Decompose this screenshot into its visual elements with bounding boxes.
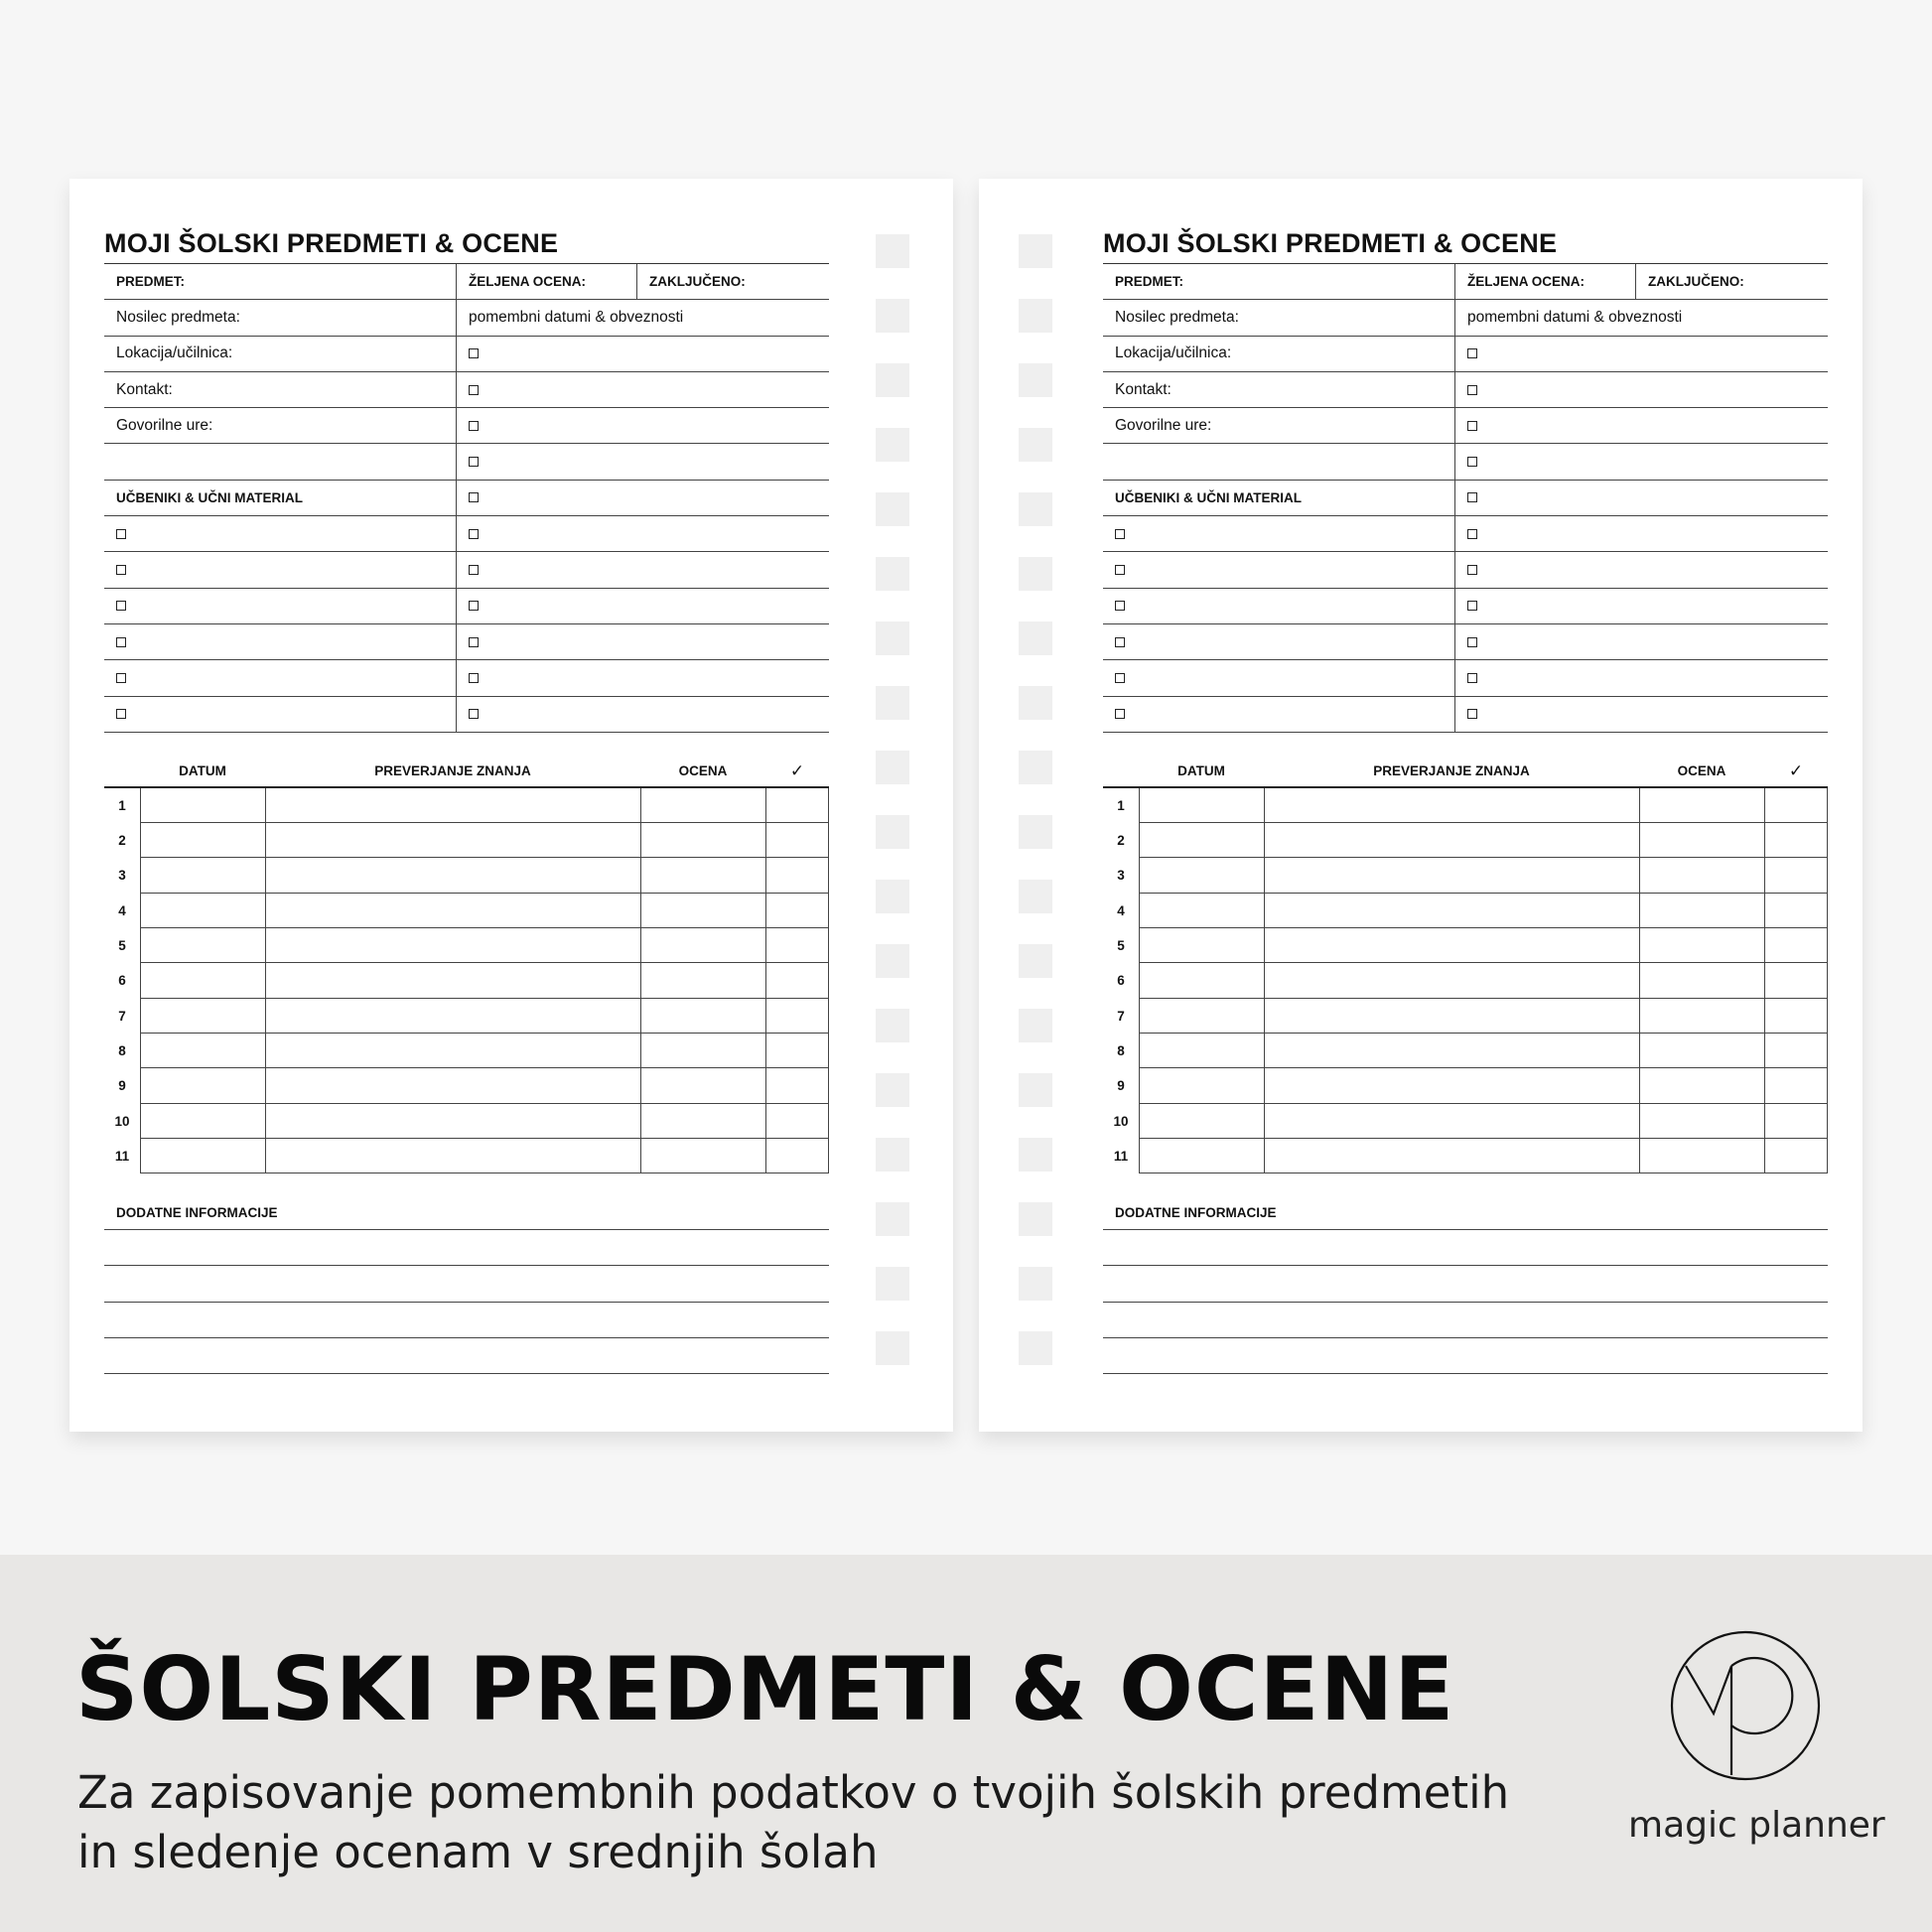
col-test: PREVERJANJE ZNANJA — [1373, 763, 1530, 779]
row-number: 1 — [118, 797, 126, 813]
banner-subtitle-line: Za zapisovanje pomembnih podatkov o tvojih šolskih predmetih — [77, 1766, 1510, 1819]
grade-cell[interactable] — [640, 928, 765, 963]
binder-hole — [1019, 686, 1052, 720]
grade-cell[interactable] — [1639, 1034, 1764, 1068]
field-label — [104, 444, 456, 479]
binder-hole — [876, 1138, 909, 1172]
grade-cell[interactable] — [1639, 1139, 1764, 1173]
checkbox[interactable] — [469, 457, 479, 467]
check-cell[interactable] — [765, 788, 829, 823]
check-cell[interactable] — [1764, 1068, 1828, 1103]
note-line[interactable] — [104, 1266, 829, 1302]
binder-hole — [876, 299, 909, 333]
check-cell[interactable] — [765, 1104, 829, 1139]
checkbox[interactable] — [1467, 385, 1477, 395]
field-label: Govorilne ure: — [116, 416, 213, 434]
sheet — [1103, 223, 1828, 1374]
field-label: Lokacija/učilnica: — [116, 345, 233, 362]
row-number: 11 — [114, 1148, 130, 1164]
row-number: 2 — [1117, 833, 1125, 849]
checklist-row — [104, 589, 829, 624]
binder-hole — [1019, 299, 1052, 333]
field-label — [1103, 444, 1454, 479]
grade-row — [104, 928, 829, 963]
target-grade-label: ŽELJENA OCENA: — [1454, 264, 1635, 299]
grade-cell[interactable] — [640, 1034, 765, 1068]
checkbox[interactable] — [469, 601, 479, 611]
info-row — [104, 481, 829, 516]
date-cell[interactable] — [140, 823, 265, 858]
checkbox[interactable] — [1115, 601, 1125, 611]
info-row — [104, 408, 829, 444]
test-cell[interactable] — [265, 928, 640, 963]
binder-hole — [876, 880, 909, 913]
row-number: 2 — [118, 833, 126, 849]
grade-row — [1103, 1068, 1828, 1103]
test-cell[interactable] — [1264, 963, 1639, 998]
binder-hole — [876, 1267, 909, 1301]
grade-row — [104, 1139, 829, 1173]
check-cell[interactable] — [765, 858, 829, 893]
materials-label: UČBENIKI & UČNI MATERIAL — [116, 489, 303, 505]
check-cell[interactable] — [765, 928, 829, 963]
grade-row — [104, 1068, 829, 1103]
grade-cell[interactable] — [1639, 858, 1764, 893]
test-cell[interactable] — [1264, 858, 1639, 893]
row-number: 6 — [1117, 973, 1125, 989]
date-cell[interactable] — [1139, 963, 1264, 998]
grade-row — [1103, 999, 1828, 1034]
date-cell[interactable] — [1139, 1068, 1264, 1103]
row-number: 5 — [118, 938, 126, 954]
checkbox[interactable] — [1115, 637, 1125, 647]
check-cell[interactable] — [765, 1139, 829, 1173]
check-cell[interactable] — [765, 823, 829, 858]
subject-label: PREDMET: — [1115, 274, 1184, 290]
checkbox[interactable] — [1115, 529, 1125, 539]
info-row — [1103, 337, 1828, 372]
date-cell[interactable] — [140, 1139, 265, 1173]
binder-hole — [876, 686, 909, 720]
note-line[interactable] — [104, 1338, 829, 1374]
grade-cell[interactable] — [640, 894, 765, 928]
checkbox[interactable] — [1467, 492, 1477, 502]
sheet-title: MOJI ŠOLSKI PREDMETI & OCENE — [104, 228, 559, 258]
binder-hole — [1019, 621, 1052, 655]
checklist-row — [104, 516, 829, 552]
binder-hole — [876, 751, 909, 784]
check-cell[interactable] — [1764, 858, 1828, 893]
date-cell[interactable] — [1139, 999, 1264, 1034]
binder-hole — [876, 492, 909, 526]
grade-row — [1103, 1034, 1828, 1068]
grade-row — [104, 894, 829, 928]
check-cell[interactable] — [1764, 894, 1828, 928]
row-number: 7 — [118, 1008, 126, 1024]
check-cell[interactable] — [1764, 999, 1828, 1034]
check-cell[interactable] — [1764, 928, 1828, 963]
grade-cell[interactable] — [640, 1068, 765, 1103]
info-row — [1103, 444, 1828, 480]
field-label: Govorilne ure: — [1115, 416, 1212, 434]
test-cell[interactable] — [265, 788, 640, 823]
binder-hole — [1019, 880, 1052, 913]
row-number: 9 — [1117, 1078, 1125, 1094]
binder-hole — [876, 815, 909, 849]
binder-hole — [1019, 944, 1052, 978]
binder-hole — [876, 1331, 909, 1365]
grade-cell[interactable] — [1639, 894, 1764, 928]
field-label: Kontakt: — [1115, 380, 1172, 398]
grade-table — [1103, 786, 1828, 1173]
sheet-title: MOJI ŠOLSKI PREDMETI & OCENE — [1103, 228, 1558, 258]
row-number: 3 — [1117, 868, 1125, 884]
info-row — [1103, 372, 1828, 408]
grade-cell[interactable] — [1639, 823, 1764, 858]
date-cell[interactable] — [1139, 1104, 1264, 1139]
field-label: Lokacija/učilnica: — [1115, 345, 1232, 362]
checkbox[interactable] — [1467, 348, 1477, 358]
test-cell[interactable] — [265, 963, 640, 998]
test-cell[interactable] — [265, 1068, 640, 1103]
col-grade: OCENA — [1677, 763, 1726, 779]
check-cell[interactable] — [765, 963, 829, 998]
binder-hole — [876, 1073, 909, 1107]
subject-label: PREDMET: — [116, 274, 186, 290]
binder-hole — [1019, 428, 1052, 462]
checkbox[interactable] — [469, 385, 479, 395]
checkbox[interactable] — [1115, 565, 1125, 575]
check-cell[interactable] — [1764, 963, 1828, 998]
info-row — [1103, 408, 1828, 444]
date-cell[interactable] — [1139, 858, 1264, 893]
binder-hole — [876, 234, 909, 268]
grade-row — [104, 858, 829, 893]
header-row — [1103, 264, 1828, 300]
grade-cell[interactable] — [640, 999, 765, 1034]
binder-hole — [1019, 751, 1052, 784]
binder-hole — [876, 1009, 909, 1042]
info-row — [104, 444, 829, 480]
test-cell[interactable] — [265, 894, 640, 928]
row-number: 6 — [118, 973, 126, 989]
test-cell[interactable] — [265, 1104, 640, 1139]
checkbox[interactable] — [116, 637, 126, 647]
info-row — [1103, 300, 1828, 336]
test-cell[interactable] — [265, 999, 640, 1034]
row-number: 9 — [118, 1078, 126, 1094]
row-number: 4 — [1117, 902, 1125, 918]
checkbox[interactable] — [1467, 565, 1477, 575]
col-test: PREVERJANJE ZNANJA — [374, 763, 531, 779]
grade-cell[interactable] — [640, 788, 765, 823]
checklist-row — [1103, 552, 1828, 588]
checkbox[interactable] — [116, 601, 126, 611]
binder-hole — [1019, 557, 1052, 591]
date-cell[interactable] — [140, 1034, 265, 1068]
grade-row — [1103, 963, 1828, 998]
grade-cell[interactable] — [1639, 963, 1764, 998]
checkbox[interactable] — [1115, 709, 1125, 719]
checkbox[interactable] — [116, 565, 126, 575]
grade-row — [104, 999, 829, 1034]
note-line[interactable] — [1103, 1303, 1828, 1338]
test-cell[interactable] — [1264, 1139, 1639, 1173]
magic-planner-logo-icon — [1666, 1626, 1825, 1785]
checkbox[interactable] — [1467, 673, 1477, 683]
checkbox[interactable] — [1467, 637, 1477, 647]
sheet — [104, 223, 829, 1374]
grade-row — [104, 963, 829, 998]
binder-hole — [876, 944, 909, 978]
col-date: DATUM — [1177, 763, 1225, 779]
date-cell[interactable] — [140, 999, 265, 1034]
binder-hole — [1019, 492, 1052, 526]
checkbox[interactable] — [469, 529, 479, 539]
final-label: ZAKLJUČENO: — [1635, 264, 1828, 299]
grade-cell[interactable] — [640, 1104, 765, 1139]
grade-table-header — [1103, 757, 1828, 786]
check-cell[interactable] — [1764, 1034, 1828, 1068]
date-cell[interactable] — [140, 928, 265, 963]
binder-hole — [876, 428, 909, 462]
grade-cell[interactable] — [1639, 1104, 1764, 1139]
dates-label: pomembni datumi & obveznosti — [456, 300, 829, 335]
checkbox[interactable] — [1467, 601, 1477, 611]
test-cell[interactable] — [1264, 1068, 1639, 1103]
binder-hole — [1019, 1009, 1052, 1042]
info-row — [104, 372, 829, 408]
grade-table — [104, 786, 829, 1173]
binder-holes — [876, 234, 909, 1396]
row-number: 5 — [1117, 938, 1125, 954]
grade-row — [104, 823, 829, 858]
test-cell[interactable] — [1264, 928, 1639, 963]
row-number: 10 — [1113, 1113, 1129, 1129]
grade-row — [1103, 1104, 1828, 1139]
info-row — [104, 300, 829, 336]
grade-row — [1103, 1139, 1828, 1173]
brand-name: magic planner — [1628, 1805, 1885, 1846]
binder-hole — [1019, 1138, 1052, 1172]
materials-label: UČBENIKI & UČNI MATERIAL — [1115, 489, 1302, 505]
note-line[interactable] — [1103, 1338, 1828, 1374]
test-cell[interactable] — [1264, 1034, 1639, 1068]
date-cell[interactable] — [140, 788, 265, 823]
checkbox[interactable] — [1467, 529, 1477, 539]
note-line[interactable] — [1103, 1266, 1828, 1302]
checkmark-icon: ✓ — [789, 760, 805, 780]
binder-hole — [1019, 363, 1052, 397]
checkmark-icon: ✓ — [1788, 760, 1804, 780]
binder-hole — [1019, 1202, 1052, 1236]
binder-hole — [876, 557, 909, 591]
test-cell[interactable] — [265, 1139, 640, 1173]
extra-info-label: DODATNE INFORMACIJE — [1103, 1197, 1828, 1230]
checkbox[interactable] — [1467, 421, 1477, 431]
grade-cell[interactable] — [1639, 999, 1764, 1034]
checklist-row — [104, 697, 829, 733]
check-cell[interactable] — [765, 999, 829, 1034]
planner-page-right — [979, 179, 1863, 1432]
checklist-row — [1103, 516, 1828, 552]
date-cell[interactable] — [1139, 823, 1264, 858]
checklist-row — [104, 624, 829, 660]
checkbox[interactable] — [469, 637, 479, 647]
checkbox[interactable] — [1467, 457, 1477, 467]
date-cell[interactable] — [140, 1068, 265, 1103]
grade-row — [1103, 894, 1828, 928]
grade-row — [104, 788, 829, 823]
checklist-row — [1103, 589, 1828, 624]
test-cell[interactable] — [265, 823, 640, 858]
grade-row — [1103, 788, 1828, 823]
row-number: 11 — [1113, 1148, 1129, 1164]
date-cell[interactable] — [1139, 928, 1264, 963]
banner-title: ŠOLSKI PREDMETI & OCENE — [75, 1638, 1455, 1740]
target-grade-label: ŽELJENA OCENA: — [456, 264, 636, 299]
row-number: 8 — [1117, 1042, 1125, 1058]
row-number: 1 — [1117, 797, 1125, 813]
note-line[interactable] — [1103, 1230, 1828, 1266]
grade-row — [1103, 823, 1828, 858]
grade-cell[interactable] — [1639, 928, 1764, 963]
planner-page-left — [69, 179, 953, 1432]
grade-cell[interactable] — [640, 823, 765, 858]
binder-hole — [1019, 1331, 1052, 1365]
checkbox[interactable] — [469, 709, 479, 719]
col-grade: OCENA — [678, 763, 728, 779]
binder-hole — [1019, 815, 1052, 849]
grade-cell[interactable] — [1639, 788, 1764, 823]
check-cell[interactable] — [1764, 1104, 1828, 1139]
grade-row — [104, 1034, 829, 1068]
grade-row — [1103, 928, 1828, 963]
row-number: 4 — [118, 902, 126, 918]
row-number: 8 — [118, 1042, 126, 1058]
info-row — [104, 337, 829, 372]
final-label: ZAKLJUČENO: — [636, 264, 829, 299]
date-cell[interactable] — [1139, 894, 1264, 928]
date-cell[interactable] — [140, 858, 265, 893]
grade-cell[interactable] — [640, 963, 765, 998]
extra-info-label: DODATNE INFORMACIJE — [104, 1197, 829, 1230]
binder-hole — [876, 363, 909, 397]
grade-cell[interactable] — [640, 1139, 765, 1173]
date-cell[interactable] — [140, 894, 265, 928]
grade-table-header — [104, 757, 829, 786]
test-cell[interactable] — [1264, 1104, 1639, 1139]
col-date: DATUM — [179, 763, 226, 779]
checklist-row — [1103, 660, 1828, 696]
field-label: Nosilec predmeta: — [1115, 308, 1239, 326]
checkbox[interactable] — [1115, 673, 1125, 683]
banner-subtitle-line: in sledenje ocenam v srednjih šolah — [77, 1826, 879, 1878]
checklist-row — [1103, 697, 1828, 733]
row-number: 10 — [114, 1113, 130, 1129]
checkbox[interactable] — [469, 673, 479, 683]
checkbox[interactable] — [116, 529, 126, 539]
grade-cell[interactable] — [640, 858, 765, 893]
grade-cell[interactable] — [1639, 1068, 1764, 1103]
binder-holes — [1019, 234, 1052, 1396]
checkbox[interactable] — [469, 492, 479, 502]
test-cell[interactable] — [265, 858, 640, 893]
date-cell[interactable] — [1139, 1034, 1264, 1068]
check-cell[interactable] — [765, 1068, 829, 1103]
check-cell[interactable] — [765, 894, 829, 928]
field-label: Kontakt: — [116, 380, 173, 398]
test-cell[interactable] — [1264, 788, 1639, 823]
test-cell[interactable] — [265, 1034, 640, 1068]
test-cell[interactable] — [1264, 999, 1639, 1034]
checkbox[interactable] — [1467, 709, 1477, 719]
checklist-row — [1103, 624, 1828, 660]
info-row — [1103, 481, 1828, 516]
check-cell[interactable] — [1764, 1139, 1828, 1173]
binder-hole — [1019, 234, 1052, 268]
binder-hole — [876, 621, 909, 655]
row-number: 3 — [118, 868, 126, 884]
checklist-row — [104, 552, 829, 588]
header-row — [104, 264, 829, 300]
checkbox[interactable] — [469, 565, 479, 575]
info-table — [1103, 263, 1828, 733]
checkbox[interactable] — [469, 348, 479, 358]
check-cell[interactable] — [1764, 823, 1828, 858]
binder-hole — [1019, 1267, 1052, 1301]
checkbox[interactable] — [469, 421, 479, 431]
test-cell[interactable] — [1264, 823, 1639, 858]
date-cell[interactable] — [1139, 788, 1264, 823]
checkbox[interactable] — [116, 673, 126, 683]
checkbox[interactable] — [116, 709, 126, 719]
binder-hole — [1019, 1073, 1052, 1107]
check-cell[interactable] — [765, 1034, 829, 1068]
binder-hole — [876, 1202, 909, 1236]
row-number: 7 — [1117, 1008, 1125, 1024]
info-table — [104, 263, 829, 733]
dates-label: pomembni datumi & obveznosti — [1454, 300, 1828, 335]
field-label: Nosilec predmeta: — [116, 308, 240, 326]
note-line[interactable] — [104, 1303, 829, 1338]
grade-row — [1103, 858, 1828, 893]
date-cell[interactable] — [140, 1104, 265, 1139]
checklist-row — [104, 660, 829, 696]
date-cell[interactable] — [140, 963, 265, 998]
note-line[interactable] — [104, 1230, 829, 1266]
check-cell[interactable] — [1764, 788, 1828, 823]
grade-row — [104, 1104, 829, 1139]
date-cell[interactable] — [1139, 1139, 1264, 1173]
test-cell[interactable] — [1264, 894, 1639, 928]
banner-subtitle — [77, 1763, 1567, 1882]
